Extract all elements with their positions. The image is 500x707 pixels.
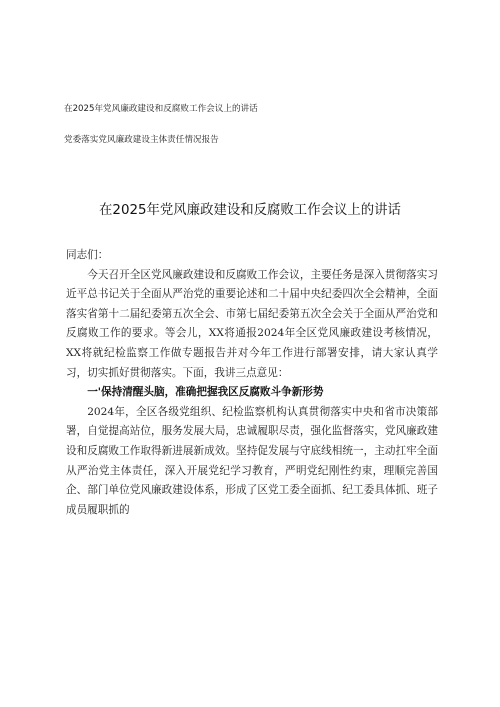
toc-item-speech[interactable]: 在2025年党风廉政建设和反腐败工作会议上的讲话 [64,104,258,114]
toc-item-report[interactable]: 党委落实党风廉政建设主体责任情况报告 [64,135,219,145]
paragraph-intro: 今天召开全区党风廉政建设和反腐败工作会议，主要任务是深入贯彻落实习近平总书记关于全面从严治党的重要论述和二十届中央纪委四次全会精神，全面落实省第十二届纪委第五次全会、市第七届纪委第五次全会关于全面从严治党和反腐败工作的要求。等会儿，XX将通报2024年全区党风廉政建设考核情况，XX将就纪检监察工作做专题报告并对今年工作进行部署安排，请大家认真学习，切实抓好贯彻落实。下面，我讲三点意见： [66,268,438,379]
salutation: 同志们： [66,249,109,261]
document-title: 在2025年党风廉政建设和反腐败工作会议上的讲话 [99,203,401,218]
document-body [66,246,438,520]
paragraph-2024-review: 2024年，全区各级党组织、纪检监察机构认真贯彻落实中央和省市决策部署，自觉提高站位，服务发展大局，忠诚履职尽责，强化监督落实，党风廉政建设和反腐败工作取得新进展新成效。坚持促发展与守底线相统一，主动扛牢全面从严治党主体责任，深入开展党纪学习教育，严明党纪刚性约束，理顺完善国企、部门单位党风廉政建设体系，形成了区党工委全面抓、纪工委具体抓、班子成员履职抓的 [66,405,438,516]
section-heading-1: 一'保持清醒头脑，准确把握我区反腐败斗争新形势 [87,386,324,399]
